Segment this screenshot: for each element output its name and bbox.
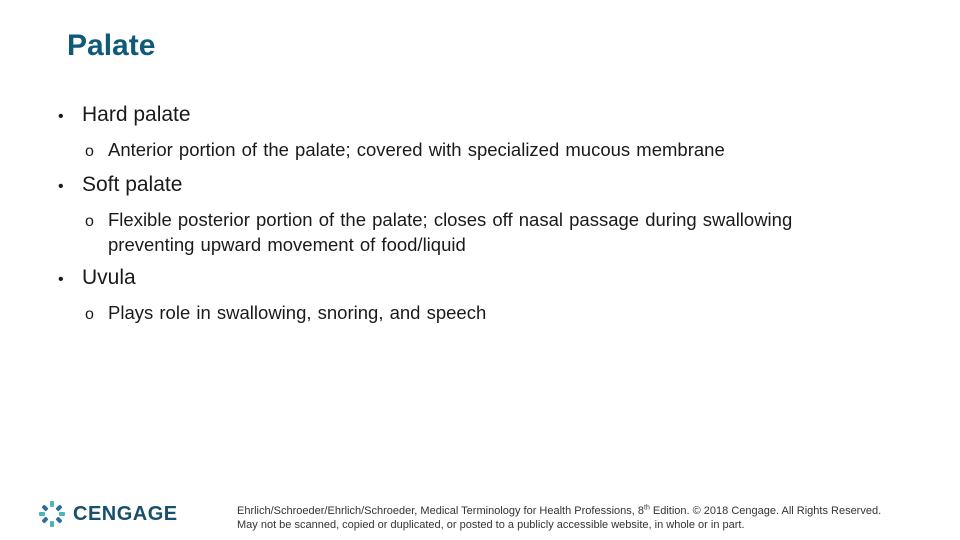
edition-superscript: th <box>644 504 650 512</box>
bullet-marker: • <box>58 178 64 195</box>
bullet-marker: • <box>58 271 64 288</box>
sub-list <box>85 137 918 164</box>
bullet-row <box>58 101 918 131</box>
sub-item <box>85 207 918 257</box>
citation-text: Ehrlich/Schroeder/Ehrlich/Schroeder, Medical Terminology for Health Professions, 8 <box>237 505 644 517</box>
citation-copyright: Edition. © 2018 Cengage. All Rights Reserved. <box>649 505 882 517</box>
copyright-footer <box>237 504 952 532</box>
bullet-label: Hard palate <box>82 103 191 126</box>
bullet-marker: • <box>58 108 64 125</box>
sub-item-text: Plays role in swallowing, snoring, and speech <box>108 302 487 323</box>
bullet-row <box>58 171 918 201</box>
cengage-wordmark: CENGAGE <box>73 502 178 525</box>
bullet-label: Soft palate <box>82 173 183 196</box>
sub-item <box>85 300 918 327</box>
sub-bullet-marker: o <box>85 143 94 160</box>
sub-item-text: Anterior portion of the palate; covered with specialized mucous membrane <box>108 139 725 160</box>
citation-line-1 <box>237 504 952 518</box>
sub-bullet-marker: o <box>85 306 94 323</box>
bullet-row <box>58 264 918 294</box>
sub-list <box>85 300 918 327</box>
bullet-label: Uvula <box>82 266 136 289</box>
citation-line-2: May not be scanned, copied or duplicated, or posted to a publicly accessible website, in whole or in part. <box>237 519 745 531</box>
bullet-item-uvula <box>58 264 918 327</box>
bullet-list <box>58 101 918 334</box>
slide-title: Palate <box>67 29 156 62</box>
sub-bullet-marker: o <box>85 213 94 230</box>
bullet-item-soft-palate <box>58 171 918 257</box>
sub-item <box>85 137 918 164</box>
bullet-item-hard-palate <box>58 101 918 164</box>
sub-item-text: Flexible posterior portion of the palate; closes off nasal passage during swallowing preventing upward movement of food/liquid <box>108 209 793 255</box>
cengage-logo-icon <box>38 500 66 528</box>
cengage-logo <box>38 499 178 529</box>
sub-list <box>85 207 918 257</box>
